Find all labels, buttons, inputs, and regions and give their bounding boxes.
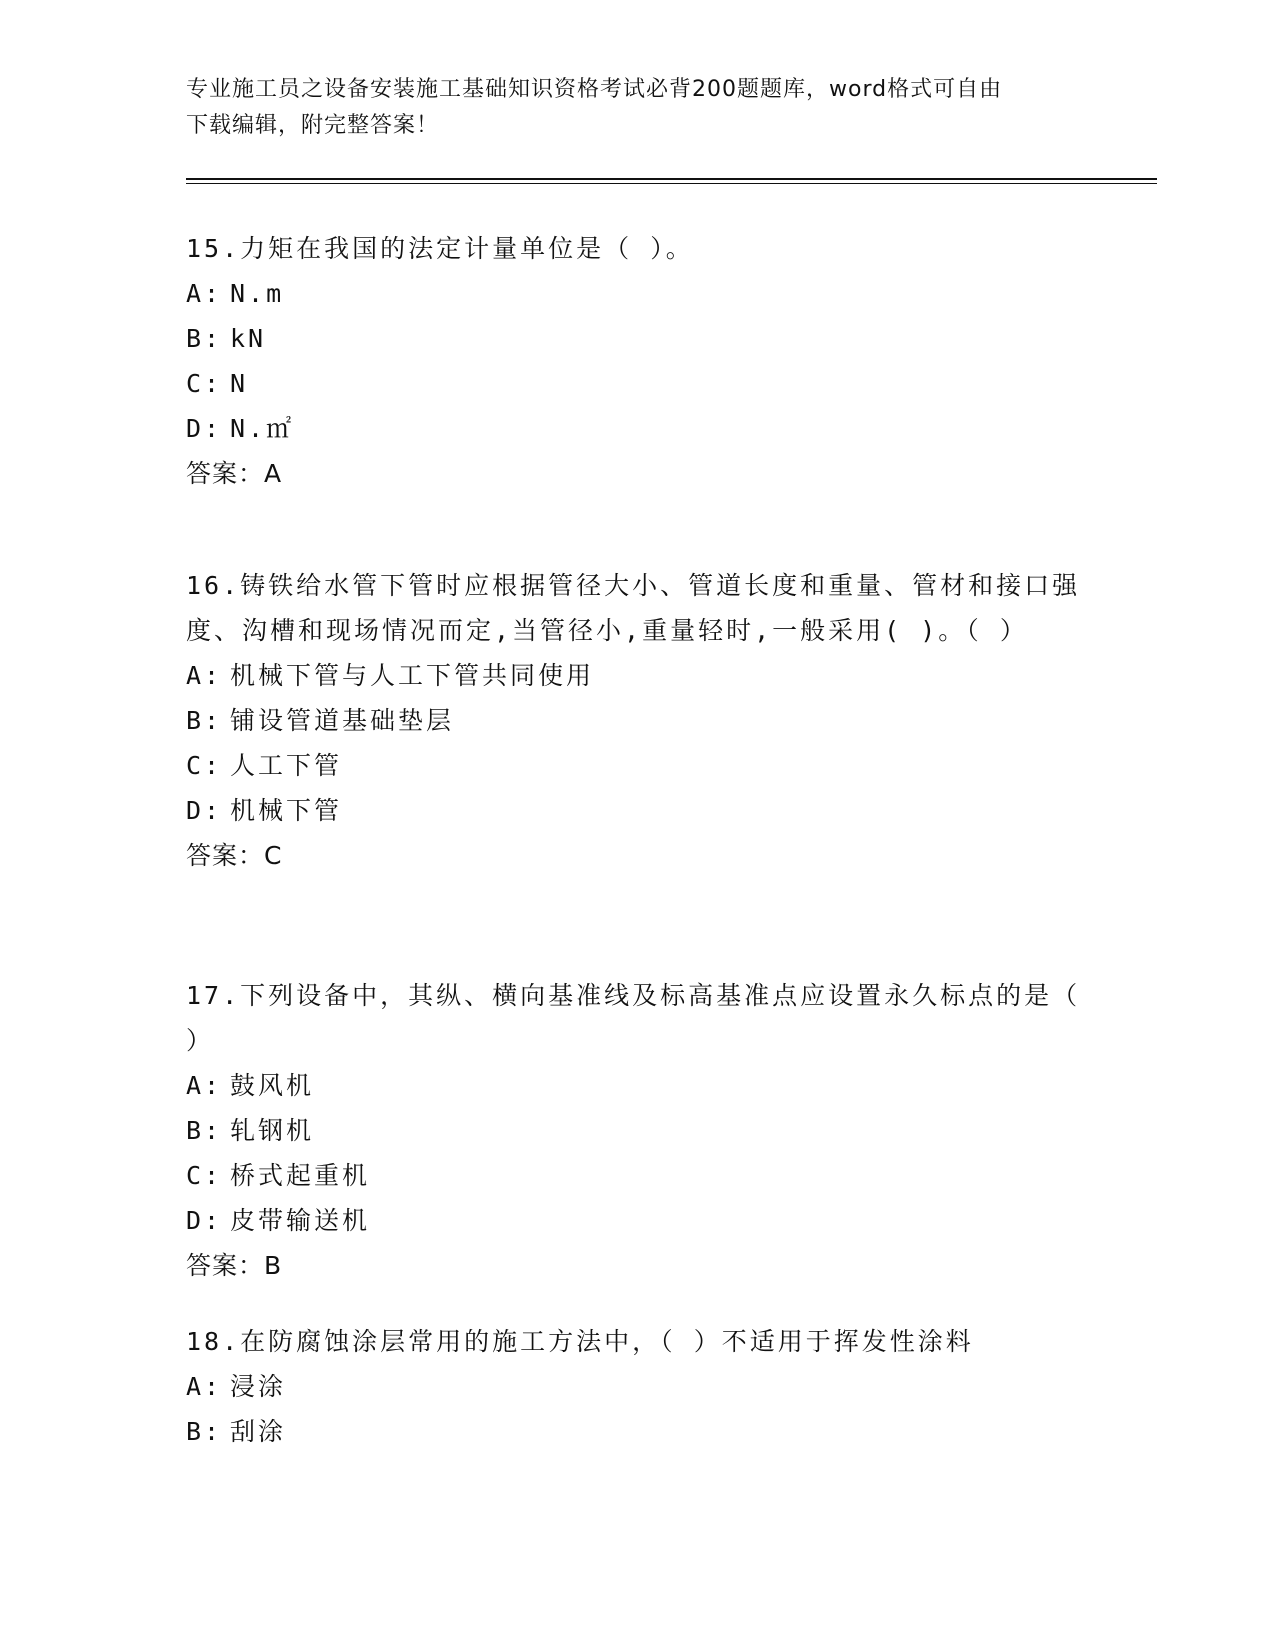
option-letter: B:	[186, 706, 223, 735]
option-b	[186, 1108, 1086, 1153]
option-a	[186, 653, 1086, 698]
header-title-line-1: 专业施工员之设备安装施工基础知识资格考试必背200题题库，word格式可自由	[186, 77, 1003, 102]
option-c	[186, 743, 1086, 788]
answer-line: 答案：C	[186, 841, 283, 870]
option-c	[186, 1153, 1086, 1198]
option-a	[186, 1063, 1086, 1108]
question-15	[186, 226, 1086, 496]
option-letter: A:	[186, 1071, 223, 1100]
option-text: N.m	[230, 279, 285, 308]
question-stem: 15.力矩在我国的法定计量单位是（ ）。	[186, 234, 694, 263]
option-text: N	[230, 369, 249, 398]
option-letter: B:	[186, 1417, 223, 1446]
option-letter: A:	[186, 1372, 223, 1401]
question-stem: 18.在防腐蚀涂层常用的施工方法中，（ ）不适用于挥发性涂料	[186, 1327, 974, 1356]
option-letter: C:	[186, 369, 223, 398]
option-letter: B:	[186, 324, 223, 353]
option-letter: C:	[186, 751, 223, 780]
option-a	[186, 1364, 1086, 1409]
option-text: 皮带输送机	[230, 1206, 371, 1235]
option-letter: D:	[186, 1206, 223, 1235]
question-17	[186, 973, 1086, 1288]
option-letter: A:	[186, 661, 223, 690]
header-title-line-2: 下载编辑，附完整答案！	[186, 113, 440, 138]
option-b	[186, 698, 1086, 743]
option-text: 刮涂	[230, 1417, 287, 1446]
option-text: 鼓风机	[230, 1071, 315, 1100]
option-b	[186, 316, 1086, 361]
header-divider	[186, 178, 1157, 184]
option-d	[186, 1198, 1086, 1243]
option-text: 桥式起重机	[230, 1161, 371, 1190]
question-stem: 17.下列设备中，其纵、横向基准线及标高基准点应设置永久标点的是（ ）	[186, 981, 1081, 1055]
answer-line: 答案：B	[186, 1251, 283, 1280]
option-text: N.㎡	[230, 414, 295, 443]
answer-line: 答案：A	[186, 459, 283, 488]
option-text: 铺设管道基础垫层	[230, 706, 455, 735]
document-header	[186, 72, 1086, 144]
option-text: kN	[230, 324, 267, 353]
option-letter: C:	[186, 1161, 223, 1190]
question-18	[186, 1319, 1086, 1454]
option-text: 机械下管	[230, 796, 343, 825]
question-16	[186, 563, 1086, 878]
option-letter: D:	[186, 796, 223, 825]
option-text: 人工下管	[230, 751, 343, 780]
option-text: 浸涂	[230, 1372, 287, 1401]
option-letter: B:	[186, 1116, 223, 1145]
option-letter: D:	[186, 414, 223, 443]
option-text: 机械下管与人工下管共同使用	[230, 661, 595, 690]
option-b	[186, 1409, 1086, 1454]
option-text: 轧钢机	[230, 1116, 315, 1145]
question-stem: 16.铸铁给水管下管时应根据管径大小、管道长度和重量、管材和接口强度、沟槽和现场情况而定,当管径小,重量轻时,一般采用( )。（ ）	[186, 571, 1081, 645]
option-a	[186, 271, 1086, 316]
option-d	[186, 406, 1086, 451]
option-d	[186, 788, 1086, 833]
option-c	[186, 361, 1086, 406]
option-letter: A:	[186, 279, 223, 308]
